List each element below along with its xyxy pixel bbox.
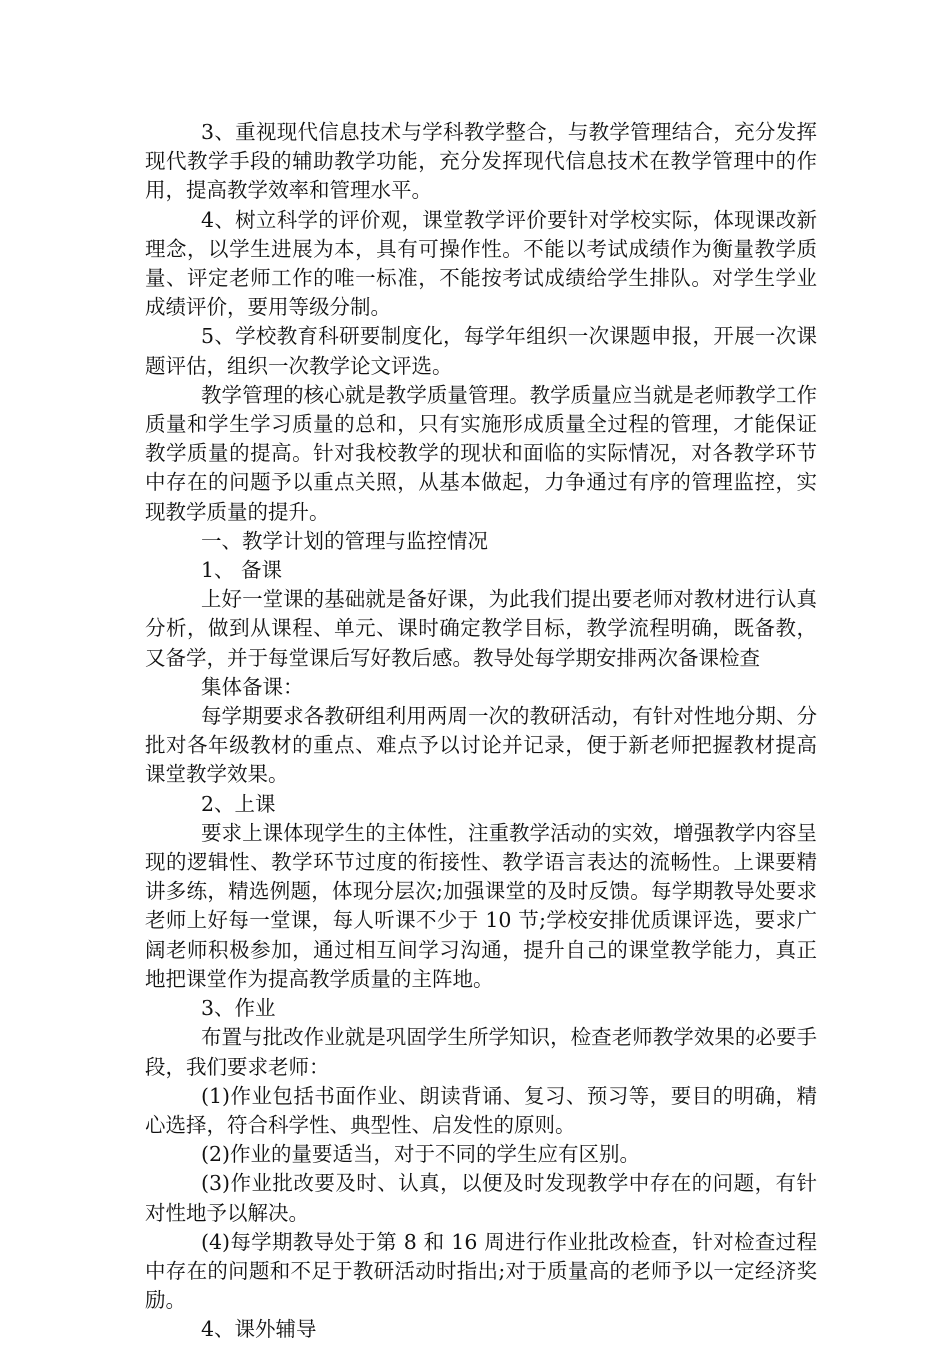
paragraph-quality-management: 教学管理的核心就是教学质量管理。教学质量应当就是老师教学工作质量和学生学习质量的总和，只有实施形成质量全过程的管理，才能保证教学质量的提高。针对我校教学的现状和面临的实际情况，对各教学环节中存在的问题予以重点关照，从基本做起，力争通过有序的管理监控，实现教学质量的提升。 (145, 382, 817, 524)
homework-item-2: (2)作业的量要适当，对于不同的学生应有区别。 (201, 1142, 641, 1167)
paragraph-item-5: 5、学校教育科研要制度化，每学年组织一次课题申报，开展一次课题评估，组织一次教学论文评选。 (145, 324, 817, 378)
paragraph-class: 要求上课体现学生的主体性，注重教学活动的实效，增强教学内容呈现的逻辑性、教学环节过度的衔接性、教学语言表达的流畅性。上课要精讲多练，精选例题，体现分层次;加强课堂的及时反馈。每学期教导处要求老师上好每一堂课，每人听课不少于 10 节;学校安排优质课评选，要求广阔老师积极参加，通过相互间学习沟通，提升自己的课堂教学能力，真正地把课堂作为提高教学质量的主阵地。 (145, 820, 817, 991)
paragraph-lesson-prep: 上好一堂课的基础就是备好课，为此我们提出要老师对教材进行认真分析，做到从课程、单元、课时确定教学目标，教学流程明确，既备教，又备学，并于每堂课后写好教后感。教导处每学期安排两次备课检查 (145, 587, 817, 670)
homework-item-3: (3)作业批改要及时、认真，以便及时发现教学中存在的问题，有针对性地予以解决。 (145, 1171, 817, 1225)
document-body (145, 118, 817, 1345)
paragraph-item-4: 4、树立科学的评价观，课堂教学评价要针对学校实际，体现课改新理念，以学生进展为本，具有可操作性。不能以考试成绩作为衡量教学质量、评定老师工作的唯一标准，不能按考试成绩给学生排队。对学生学业成绩评价，要用等级分制。 (145, 207, 817, 320)
homework-item-4: (4)每学期教导处于第 8 和 16 周进行作业批改检查，针对检查过程中存在的问题和不足于教研活动时指出;对于质量高的老师予以一定经济奖励。 (145, 1229, 817, 1313)
subheading-class: 2、上课 (201, 791, 276, 816)
paragraph-homework-intro: 布置与批改作业就是巩固学生所学知识，检查老师教学效果的必要手段，我们要求老师： (145, 1025, 817, 1079)
subheading-collective-prep: 集体备课： (201, 674, 304, 699)
subheading-tutoring: 4、课外辅导 (201, 1317, 317, 1342)
subheading-homework: 3、作业 (201, 996, 276, 1021)
section-heading-teaching-plan: 一、教学计划的管理与监控情况 (201, 528, 488, 553)
homework-item-1: (1)作业包括书面作业、朗读背诵、复习、预习等，要目的明确，精心选择，符合科学性、典型性、启发性的原则。 (145, 1083, 817, 1137)
paragraph-item-3: 3、重视现代信息技术与学科教学整合，与教学管理结合，充分发挥现代教学手段的辅助教学功能，充分发挥现代信息技术在教学管理中的作用，提高教学效率和管理水平。 (145, 120, 817, 203)
subheading-lesson-prep: 1、 备课 (201, 558, 283, 583)
paragraph-collective-prep: 每学期要求各教研组利用两周一次的教研活动，有针对性地分期、分批对各年级教材的重点、难点予以讨论并记录，便于新老师把握教材提高课堂教学效果。 (145, 704, 817, 787)
